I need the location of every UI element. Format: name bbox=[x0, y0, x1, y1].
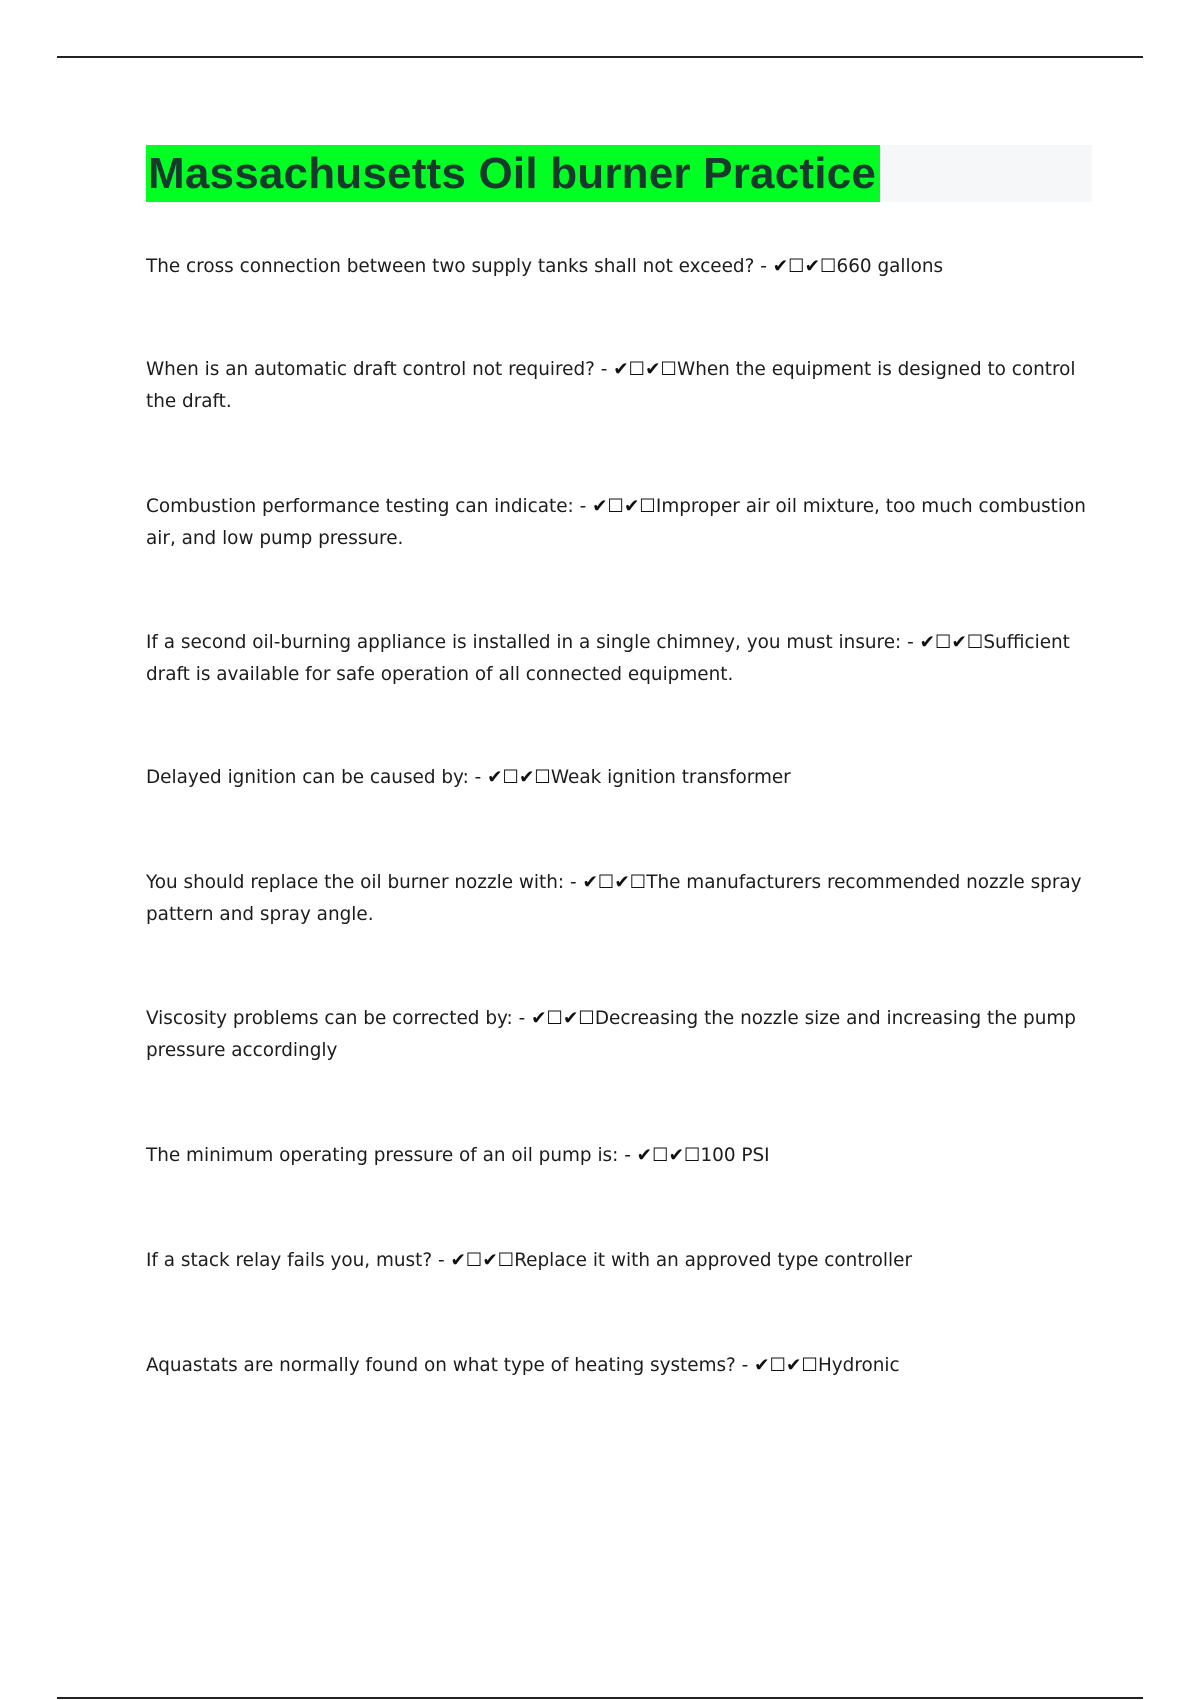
question-text: If a stack relay fails you, must? bbox=[146, 1250, 433, 1271]
page-title: Massachusetts Oil burner Practice bbox=[148, 149, 877, 198]
qa-item-7 bbox=[146, 1003, 1088, 1067]
answer-text: Weak ignition transformer bbox=[550, 767, 791, 788]
checkmark-icon: ✔☐✔☐ bbox=[613, 359, 678, 380]
separator: - bbox=[512, 1008, 532, 1029]
answer-text: The manufacturers recommended nozzle spray pattern and spray angle. bbox=[146, 872, 1082, 925]
checkmark-icon: ✔☐✔☐ bbox=[919, 632, 984, 653]
answer-text: 660 gallons bbox=[836, 256, 944, 277]
qa-item-8 bbox=[146, 1140, 1088, 1172]
top-divider bbox=[57, 56, 1143, 58]
separator: - bbox=[754, 256, 773, 277]
checkmark-icon: ✔☐✔☐ bbox=[487, 767, 551, 788]
question-text: The cross connection between two supply tanks shall not exceed? bbox=[146, 256, 755, 277]
question-text: Viscosity problems can be corrected by: bbox=[146, 1008, 513, 1029]
qa-item-2 bbox=[146, 354, 1088, 418]
qa-item-1 bbox=[146, 251, 1088, 283]
qa-item-4 bbox=[146, 627, 1088, 691]
checkmark-icon: ✔☐✔☐ bbox=[582, 872, 647, 893]
checkmark-icon: ✔☐✔☐ bbox=[450, 1250, 515, 1271]
answer-text: When the equipment is designed to control the draft. bbox=[146, 359, 1076, 412]
question-text: Combustion performance testing can indicate: bbox=[146, 496, 574, 517]
question-text: The minimum operating pressure of an oil pump is: bbox=[146, 1145, 619, 1166]
question-text: You should replace the oil burner nozzle with: bbox=[146, 872, 565, 893]
checkmark-icon: ✔☐✔☐ bbox=[636, 1145, 701, 1166]
separator: - bbox=[901, 632, 920, 653]
answer-text: Replace it with an approved type controller bbox=[514, 1250, 913, 1271]
question-text: When is an automatic draft control not required? bbox=[146, 359, 595, 380]
question-text: If a second oil-burning appliance is installed in a single chimney, you must insure: bbox=[146, 632, 902, 653]
separator: - bbox=[468, 767, 488, 788]
separator: - bbox=[573, 496, 593, 517]
separator: - bbox=[618, 1145, 637, 1166]
qa-item-10 bbox=[146, 1350, 1088, 1382]
bottom-divider bbox=[57, 1697, 1143, 1699]
question-text: Delayed ignition can be caused by: bbox=[146, 767, 469, 788]
checkmark-icon: ✔☐✔☐ bbox=[772, 256, 837, 277]
separator: - bbox=[735, 1355, 755, 1376]
checkmark-icon: ✔☐✔☐ bbox=[754, 1355, 818, 1376]
checkmark-icon: ✔☐✔☐ bbox=[592, 496, 656, 517]
answer-text: Improper air oil mixture, too much combustion air, and low pump pressure. bbox=[146, 496, 1086, 549]
separator: - bbox=[432, 1250, 451, 1271]
qa-item-3 bbox=[146, 491, 1088, 555]
answer-text: Sufficient draft is available for safe operation of all connected equipment. bbox=[146, 632, 1070, 685]
answer-text: 100 PSI bbox=[700, 1145, 770, 1166]
answer-text: Decreasing the nozzle size and increasing the pump pressure accordingly bbox=[146, 1008, 1076, 1061]
checkmark-icon: ✔☐✔☐ bbox=[531, 1008, 595, 1029]
separator: - bbox=[594, 359, 614, 380]
qa-item-9 bbox=[146, 1245, 1088, 1277]
separator: - bbox=[564, 872, 583, 893]
qa-item-6 bbox=[146, 867, 1088, 931]
answer-text: Hydronic bbox=[817, 1355, 900, 1376]
title-highlight bbox=[146, 145, 880, 202]
qa-item-5 bbox=[146, 762, 1088, 794]
question-text: Aquastats are normally found on what type of heating systems? bbox=[146, 1355, 736, 1376]
